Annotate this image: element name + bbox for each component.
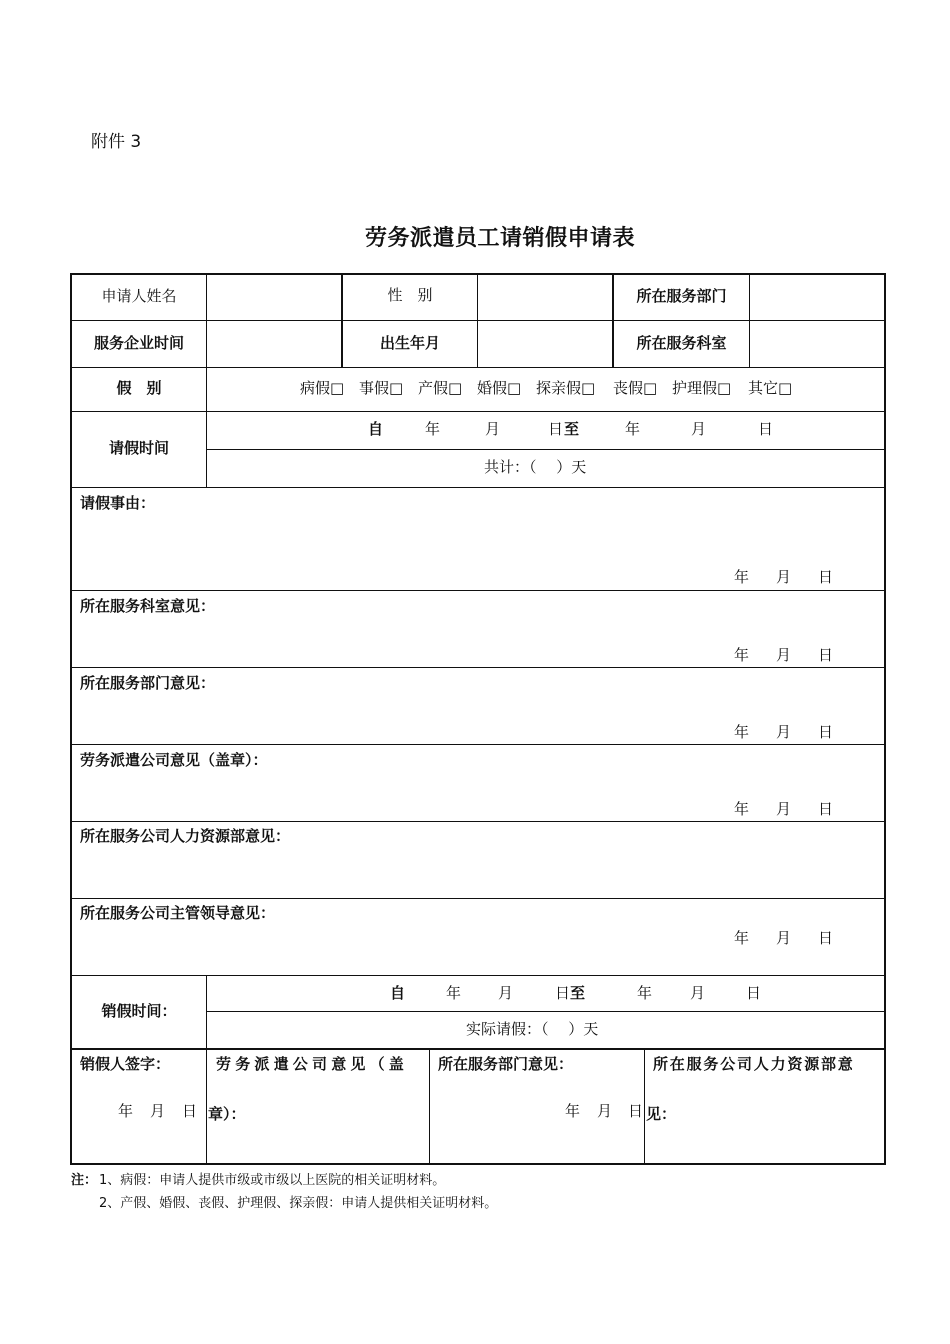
- hr-opinion-label: 所在服务公司人力资源部意见：: [80, 827, 291, 845]
- bottom-hr-opinion-label-cont: 见：: [646, 1105, 677, 1123]
- date-month: 月: [776, 929, 792, 947]
- col-divider: [477, 273, 478, 368]
- leave-type-label: 假 别: [116, 379, 162, 397]
- applicant-name-field[interactable]: [208, 275, 340, 320]
- section-opinion-label: 所在服务科室意见：: [80, 597, 216, 615]
- leave-time-label: 请假时间: [108, 439, 169, 457]
- title-wrap: [0, 221, 950, 252]
- leave-to-month: 月: [691, 420, 707, 438]
- leave-reason-label: 请假事由：: [80, 494, 156, 512]
- row-divider: [70, 487, 886, 488]
- date-day: 日: [818, 800, 834, 818]
- applicant-name-label: 申请人姓名: [101, 287, 177, 305]
- leader-opinion-field[interactable]: [72, 923, 882, 973]
- col-divider: [644, 1048, 645, 1164]
- date-day: 日: [628, 1102, 644, 1120]
- col-divider: [206, 1048, 207, 1164]
- leave-from-day: 日: [548, 420, 564, 438]
- date-year: 年: [118, 1102, 134, 1120]
- date-year: 年: [734, 568, 750, 586]
- row-divider: [70, 744, 886, 745]
- leave-to-day: 日: [758, 420, 774, 438]
- dispatch-company-opinion-field[interactable]: [72, 770, 882, 798]
- form-title: 劳务派遣员工请销假申请表: [364, 226, 635, 251]
- date-day: 日: [182, 1102, 198, 1120]
- note-2: 2、产假、婚假、丧假、护理假、探亲假：申请人提供相关证明材料。: [99, 1196, 498, 1211]
- row-divider: [206, 449, 886, 450]
- cancel-from-day: 日: [555, 984, 571, 1002]
- date-year: 年: [734, 646, 750, 664]
- bottom-dispatch-opinion-label-cont: 章）：: [208, 1105, 246, 1123]
- cancel-time-label: 销假时间：: [101, 1002, 177, 1020]
- actual-leave-days: 实际请假：（ ）天: [466, 1020, 599, 1038]
- cancel-from-year: 年: [446, 984, 462, 1002]
- date-year: 年: [734, 800, 750, 818]
- row-divider: [70, 320, 886, 321]
- row-divider: [70, 821, 886, 822]
- leave-reason-field[interactable]: [72, 512, 882, 567]
- birth-field[interactable]: [479, 322, 611, 367]
- col-divider: [749, 273, 750, 368]
- cancel-to-year: 年: [637, 984, 653, 1002]
- date-month: 月: [776, 723, 792, 741]
- date-month: 月: [776, 646, 792, 664]
- attachment-label: 附件 3: [91, 132, 142, 152]
- gender-label: 性 别: [387, 286, 433, 304]
- cancel-from-label: 自: [390, 984, 406, 1002]
- leave-option-other[interactable]: 其它□: [748, 379, 793, 397]
- row-divider: [70, 590, 886, 591]
- row-divider: [70, 367, 886, 368]
- date-month: 月: [776, 568, 792, 586]
- leave-from-year: 年: [425, 420, 441, 438]
- section-opinion-field[interactable]: [72, 616, 882, 644]
- bottom-hr-opinion-label: 所在服务公司人力资源部意: [653, 1055, 855, 1073]
- date-day: 日: [818, 723, 834, 741]
- row-divider: [206, 1011, 886, 1012]
- table-border-right: [884, 273, 886, 1165]
- section-field[interactable]: [751, 322, 883, 367]
- section-label: 所在服务科室: [636, 334, 727, 352]
- cancel-to-label: 至: [570, 984, 586, 1002]
- leave-from-month: 月: [485, 420, 501, 438]
- department-opinion-field[interactable]: [72, 693, 882, 721]
- leave-option-personal[interactable]: 事假□: [359, 379, 404, 397]
- row-divider: [70, 667, 886, 668]
- department-label: 所在服务部门: [636, 287, 727, 305]
- date-month: 月: [597, 1102, 613, 1120]
- leave-option-family-visit[interactable]: 探亲假□: [536, 379, 596, 397]
- date-year: 年: [565, 1102, 581, 1120]
- canceller-sign-label: 销假人签字：: [80, 1055, 171, 1073]
- date-day: 日: [818, 646, 834, 664]
- row-divider: [70, 411, 886, 412]
- leader-opinion-label: 所在服务公司主管领导意见：: [80, 904, 276, 922]
- date-year: 年: [734, 723, 750, 741]
- leave-option-maternity[interactable]: 产假□: [418, 379, 463, 397]
- row-divider: [70, 1048, 886, 1050]
- date-day: 日: [818, 568, 834, 586]
- hr-opinion-field[interactable]: [72, 846, 882, 896]
- leave-option-sick[interactable]: 病假□: [300, 379, 345, 397]
- leave-to-label: 至: [564, 420, 580, 438]
- note-1: 1、病假：申请人提供市级或市级以上医院的相关证明材料。: [99, 1173, 446, 1188]
- department-opinion-label: 所在服务部门意见：: [80, 674, 216, 692]
- cancel-to-day: 日: [746, 984, 762, 1002]
- cancel-from-month: 月: [498, 984, 514, 1002]
- date-day: 日: [818, 929, 834, 947]
- service-time-label: 服务企业时间: [93, 334, 184, 352]
- bottom-dispatch-opinion-label: 劳务派遣公司意见（盖: [216, 1055, 409, 1073]
- dispatch-company-opinion-label: 劳务派遣公司意见（盖章）：: [80, 751, 268, 769]
- leave-option-marriage[interactable]: 婚假□: [477, 379, 522, 397]
- leave-total-days: 共计：（ ）天: [484, 458, 587, 476]
- table-border-bottom: [70, 1163, 886, 1165]
- leave-option-funeral[interactable]: 丧假□: [613, 379, 658, 397]
- date-month: 月: [150, 1102, 166, 1120]
- cancel-to-month: 月: [690, 984, 706, 1002]
- col-divider: [429, 1048, 430, 1164]
- bottom-department-opinion-label: 所在服务部门意见：: [438, 1055, 574, 1073]
- row-divider: [70, 898, 886, 899]
- date-month: 月: [776, 800, 792, 818]
- leave-from-label: 自: [368, 420, 384, 438]
- col-divider: [206, 273, 207, 488]
- col-divider: [206, 975, 207, 1049]
- gender-field[interactable]: [479, 275, 611, 320]
- birth-label: 出生年月: [379, 334, 440, 352]
- leave-option-nursing[interactable]: 护理假□: [672, 379, 732, 397]
- department-field[interactable]: [751, 275, 883, 320]
- service-time-field[interactable]: [208, 322, 340, 367]
- date-year: 年: [734, 929, 750, 947]
- leave-to-year: 年: [625, 420, 641, 438]
- notes-label: 注：: [71, 1173, 98, 1188]
- row-divider: [70, 975, 886, 976]
